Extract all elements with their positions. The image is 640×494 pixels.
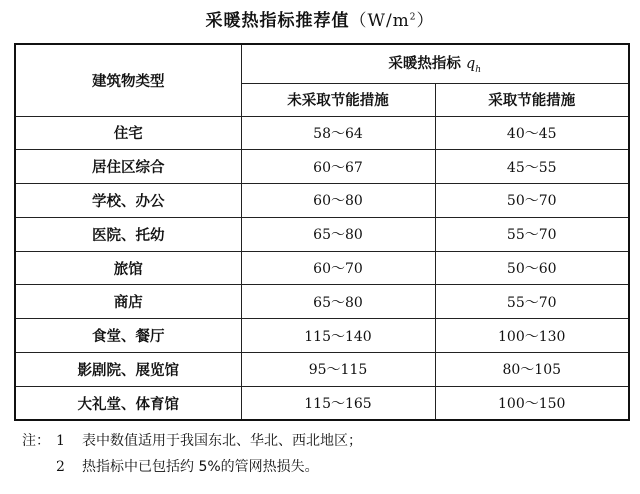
header-with-measures: 采取节能措施 xyxy=(435,83,629,116)
cell-building-type: 食堂、餐厅 xyxy=(15,319,241,353)
table-body xyxy=(15,116,629,420)
cell-building-type: 学校、办公 xyxy=(15,184,241,218)
header-heating-index xyxy=(241,44,629,83)
table-row xyxy=(15,285,629,319)
cell-without-measures: 95～115 xyxy=(241,353,435,387)
cell-with-measures: 55～70 xyxy=(435,285,629,319)
cell-without-measures: 60～70 xyxy=(241,251,435,285)
cell-without-measures: 65～80 xyxy=(241,217,435,251)
cell-building-type: 住宅 xyxy=(15,116,241,150)
note-text: 热指标中已包括约 5%的管网热损失。 xyxy=(82,459,319,475)
cell-without-measures: 58～64 xyxy=(241,116,435,150)
cell-with-measures: 80～105 xyxy=(435,353,629,387)
header-heating-index-label: 采暖热指标 xyxy=(388,56,461,73)
heating-index-table xyxy=(14,43,630,421)
table-title-unit xyxy=(349,11,434,31)
cell-without-measures: 65～80 xyxy=(241,285,435,319)
header-building-type: 建筑物类型 xyxy=(15,44,241,116)
table-row xyxy=(15,116,629,150)
table-row xyxy=(15,251,629,285)
notes-label: 注： xyxy=(22,433,50,449)
table-title xyxy=(0,6,640,31)
table-row xyxy=(15,319,629,353)
cell-building-type: 商店 xyxy=(15,285,241,319)
note-2 xyxy=(22,454,632,480)
header-heating-index-symbol xyxy=(465,56,482,76)
cell-building-type: 影剧院、展览馆 xyxy=(15,353,241,387)
table-row xyxy=(15,184,629,218)
symbol-q: q xyxy=(465,56,476,73)
cell-building-type: 居住区综合 xyxy=(15,150,241,184)
cell-with-measures: 50～60 xyxy=(435,251,629,285)
cell-with-measures: 40～45 xyxy=(435,116,629,150)
notes xyxy=(22,428,632,480)
cell-with-measures: 50～70 xyxy=(435,184,629,218)
cell-without-measures: 60～67 xyxy=(241,150,435,184)
unit-open: （W/m xyxy=(349,11,410,31)
header-without-measures: 未采取节能措施 xyxy=(241,83,435,116)
cell-with-measures: 100～150 xyxy=(435,386,629,420)
table-row xyxy=(15,217,629,251)
cell-with-measures: 55～70 xyxy=(435,217,629,251)
cell-without-measures: 115～165 xyxy=(241,386,435,420)
cell-with-measures: 100～130 xyxy=(435,319,629,353)
unit-superscript: 2 xyxy=(409,12,417,23)
note-number: 2 xyxy=(56,459,65,475)
table-row xyxy=(15,150,629,184)
note-text: 表中数值适用于我国东北、华北、西北地区； xyxy=(82,433,362,449)
table-row xyxy=(15,386,629,420)
symbol-sub-h: h xyxy=(475,65,482,76)
unit-close: ） xyxy=(416,11,435,31)
cell-building-type: 旅馆 xyxy=(15,251,241,285)
cell-building-type: 大礼堂、体育馆 xyxy=(15,386,241,420)
table-row xyxy=(15,353,629,387)
note-1 xyxy=(22,428,632,454)
table-title-text: 采暖热指标推荐值 xyxy=(205,11,350,31)
cell-building-type: 医院、托幼 xyxy=(15,217,241,251)
cell-without-measures: 60～80 xyxy=(241,184,435,218)
cell-without-measures: 115～140 xyxy=(241,319,435,353)
note-number: 1 xyxy=(56,433,65,449)
cell-with-measures: 45～55 xyxy=(435,150,629,184)
